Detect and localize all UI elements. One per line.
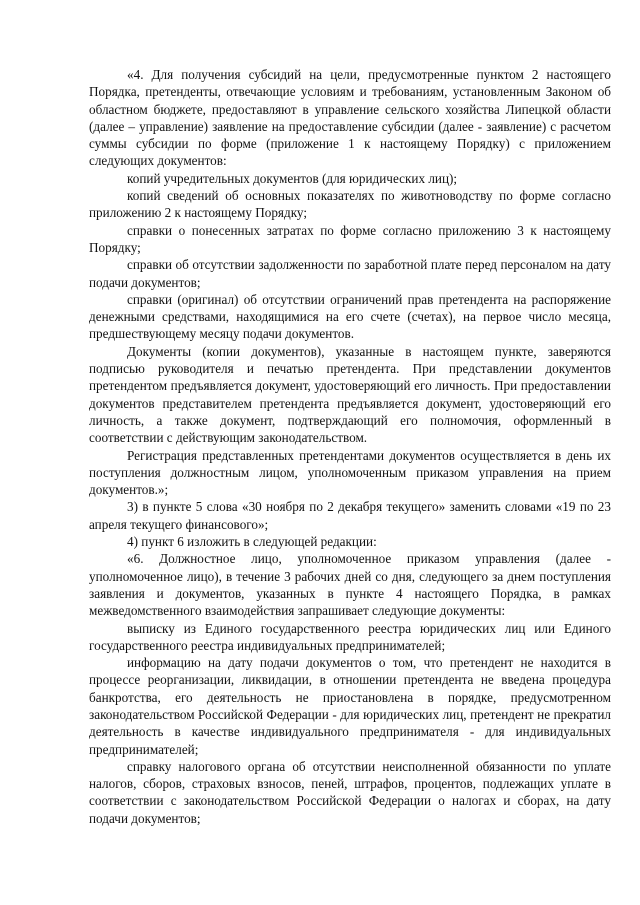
paragraph-item-4-intro: «4. Для получения субсидий на цели, предусмотренные пунктом 2 настоящего Порядка, претенденты, отвечающие условиям и требованиям, установленным Законом об областном бюджете, предоставляют в управление сельского хозяйства Липецкой области (далее – управление) заявление на предоставление субсидии (далее - заявление) с расчетом суммы субсидии по форме (приложение 1 к настоящему Порядку) с приложением следующих документов: — [89, 67, 611, 169]
document-page — [89, 66, 611, 827]
paragraph-costs-certificate: справки о понесенных затратах по форме согласно приложению 3 к настоящему Порядку; — [89, 222, 611, 255]
paragraph-salary-certificate: справки об отсутствии задолженности по заработной плате перед персоналом на дату подачи документов; — [89, 257, 611, 290]
paragraph-account-certificate: справки (оригинал) об отсутствии ограничений прав претендента на распоряжение денежными средствами, находящимися на его счете (счетах), на первое число месяца, предшествующему месяцу подачи документов. — [89, 291, 611, 342]
paragraph-founding-docs: копий учредительных документов (для юридических лиц); — [127, 170, 458, 186]
paragraph-registry-extract: выписку из Единого государственного реестра юридических лиц или Единого государственного реестра индивидуальных предпринимателей; — [89, 620, 611, 653]
paragraph-amendment-4: 4) пункт 6 изложить в следующей редакции: — [127, 534, 377, 550]
paragraph-reorganization-info: информацию на дату подачи документов о том, что претендент не находится в процессе реорганизации, ликвидации, в отношении претендента не введена процедура банкротства, его деятельность не приостановлена в порядке, предусмотренном законодательством Российской Федерации - для юридических лиц, претендент не прекратил деятельность в качестве индивидуального предпринимателя - для индивидуальных предпринимателей; — [89, 655, 611, 757]
paragraph-registration: Регистрация представленных претендентами документов осуществляется в день их поступления должностным лицом, уполномоченным приказом управления на прием документов.»; — [89, 447, 611, 498]
paragraph-tax-certificate: справку налогового органа об отсутствии неисполненной обязанности по уплате налогов, сборов, страховых взносов, пеней, штрафов, процентов, подлежащих уплате в соответствии с законодательством Российской Федерации о налогах и сборах, на дату подачи документов; — [89, 758, 611, 826]
paragraph-amendment-3: 3) в пункте 5 слова «30 ноября по 2 декабря текущего» заменить словами «19 по 23 апреля текущего финансового»; — [89, 499, 611, 532]
paragraph-certification-rules: Документы (копии документов), указанные в настоящем пункте, заверяются подписью руководителя и печатью претендента. При представлении документов претендентом предъявляется документ, удостоверяющий его личность. При предоставлении документов представителем претендента предъявляется документ, удостоверяющий его личность, а также документ, подтверждающий его полномочия, оформленный в соответствии с действующим законодательством. — [89, 343, 611, 446]
paragraph-item-6-intro: «6. Должностное лицо, уполномоченное приказом управления (далее - уполномоченное лицо), в течение 3 рабочих дней со дня, следующего за днем поступления заявления и документов, указанных в пункте 4 настоящего Порядка, в рамках межведомственного взаимодействия запрашивает следующие документы: — [89, 551, 611, 619]
paragraph-livestock-info: копий сведений об основных показателях по животноводству по форме согласно приложению 2 к настоящему Порядку; — [89, 188, 611, 221]
